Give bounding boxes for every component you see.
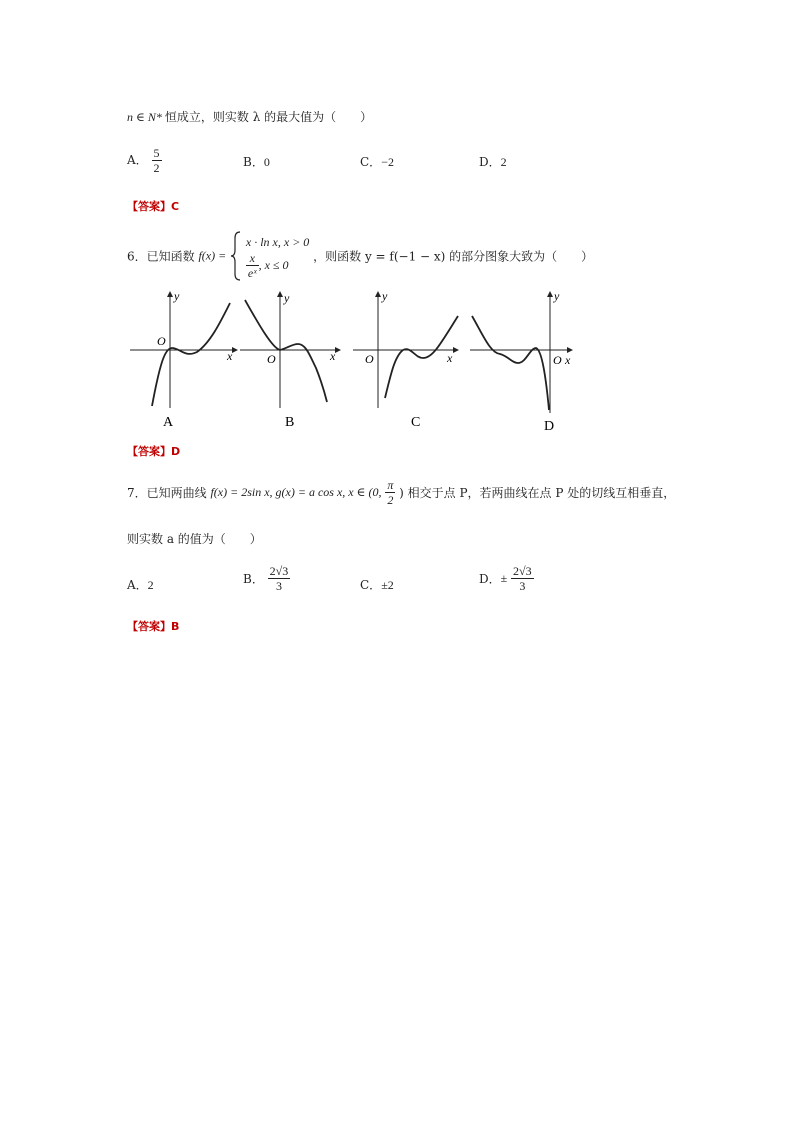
graph-label-c: C: [411, 415, 421, 430]
q6-fx: f(x) =: [198, 248, 227, 263]
y-axis-label: y: [382, 289, 388, 303]
denominator: 3: [275, 579, 282, 593]
q7-answer: 【答案】B: [127, 620, 180, 633]
q6-number: 6．已知函数: [127, 249, 195, 264]
option-label: A．: [127, 153, 148, 167]
q5-option-c: [360, 153, 394, 170]
x-axis-label: x: [227, 349, 233, 363]
option-label: C．: [360, 578, 382, 592]
fraction: [268, 564, 291, 593]
option-prefix: ±: [500, 571, 508, 585]
option-value: −2: [381, 155, 394, 169]
q7-stem-line1: [127, 478, 675, 507]
fraction: [152, 146, 162, 175]
graph-d: [470, 289, 572, 433]
origin-label: O: [553, 353, 562, 367]
q5-stem-prefix: n ∈ N*: [127, 110, 165, 124]
q7-stem-tail: ) 相交于点 P，若两曲线在点 P 处的切线互相垂直，: [399, 486, 676, 500]
q5-answer: 【答案】C: [127, 200, 180, 213]
x-axis-label: x: [447, 351, 453, 365]
q7-number: 7．已知两曲线: [127, 486, 207, 500]
y-axis-label: y: [554, 289, 560, 303]
option-value: 2: [147, 578, 154, 592]
q7-option-d: [479, 564, 534, 593]
q7-math: f(x) = 2sin x, g(x) = a cos x, x ∈ (0,: [210, 485, 382, 499]
option-label: B．: [243, 155, 264, 169]
q7-option-b: [243, 564, 290, 593]
q7-option-a: [127, 576, 154, 593]
q7-stem-line2: 则实数 a 的值为（ ）: [127, 532, 262, 546]
origin-label: O: [267, 352, 276, 366]
q6-stem-tail: ，则函数 y = f(−1 − x) 的部分图象大致为（ ）: [313, 249, 594, 264]
origin-label: O: [365, 352, 374, 366]
pi-over-2-fraction: [385, 478, 395, 507]
fraction: [246, 251, 259, 280]
numerator: 2√3: [513, 564, 532, 578]
q5-option-a: [127, 146, 162, 175]
q5-stem: [127, 108, 372, 125]
case-2-condition: , x ≤ 0: [258, 257, 289, 272]
numerator: 5: [153, 146, 160, 160]
q5-option-b: [243, 153, 270, 170]
numerator: π: [387, 478, 394, 492]
piecewise-function: [230, 230, 309, 282]
option-label: D．: [479, 572, 501, 586]
y-axis-label: y: [284, 291, 290, 305]
case-1: x · ln x, x > 0: [245, 234, 310, 249]
graph-label-a: A: [163, 415, 174, 430]
case-2: [246, 251, 309, 280]
numerator: x: [246, 251, 259, 266]
option-label: B．: [243, 572, 264, 586]
q6-graphs: [125, 288, 595, 433]
q5-option-d: [479, 153, 507, 170]
numerator: 2√3: [269, 564, 289, 578]
graph-a: [130, 289, 237, 430]
option-value: 0: [263, 155, 270, 169]
graph-label-d: D: [544, 419, 555, 433]
x-axis-label: x: [565, 353, 571, 367]
option-label: A．: [127, 578, 148, 592]
x-axis-label: x: [330, 349, 336, 363]
option-value: 2: [500, 155, 507, 169]
origin-label: O: [157, 334, 166, 348]
graph-b: [240, 291, 340, 430]
brace-icon: [230, 230, 242, 282]
denominator: 2: [387, 493, 394, 507]
graph-c: [353, 289, 458, 430]
option-label: C．: [360, 155, 382, 169]
denominator: 3: [519, 579, 526, 593]
option-value: ±2: [381, 578, 394, 592]
option-label: D．: [479, 155, 501, 169]
fraction: [511, 564, 534, 593]
denominator: eˣ: [247, 265, 257, 280]
graph-label-b: B: [285, 415, 295, 430]
q5-stem-text: 恒成立，则实数 λ 的最大值为（ ）: [164, 110, 373, 124]
q7-option-c: [360, 576, 394, 593]
denominator: 2: [153, 161, 160, 175]
y-axis-label: y: [174, 289, 180, 303]
q6-stem: [127, 230, 593, 282]
q6-answer: 【答案】D: [127, 445, 181, 458]
